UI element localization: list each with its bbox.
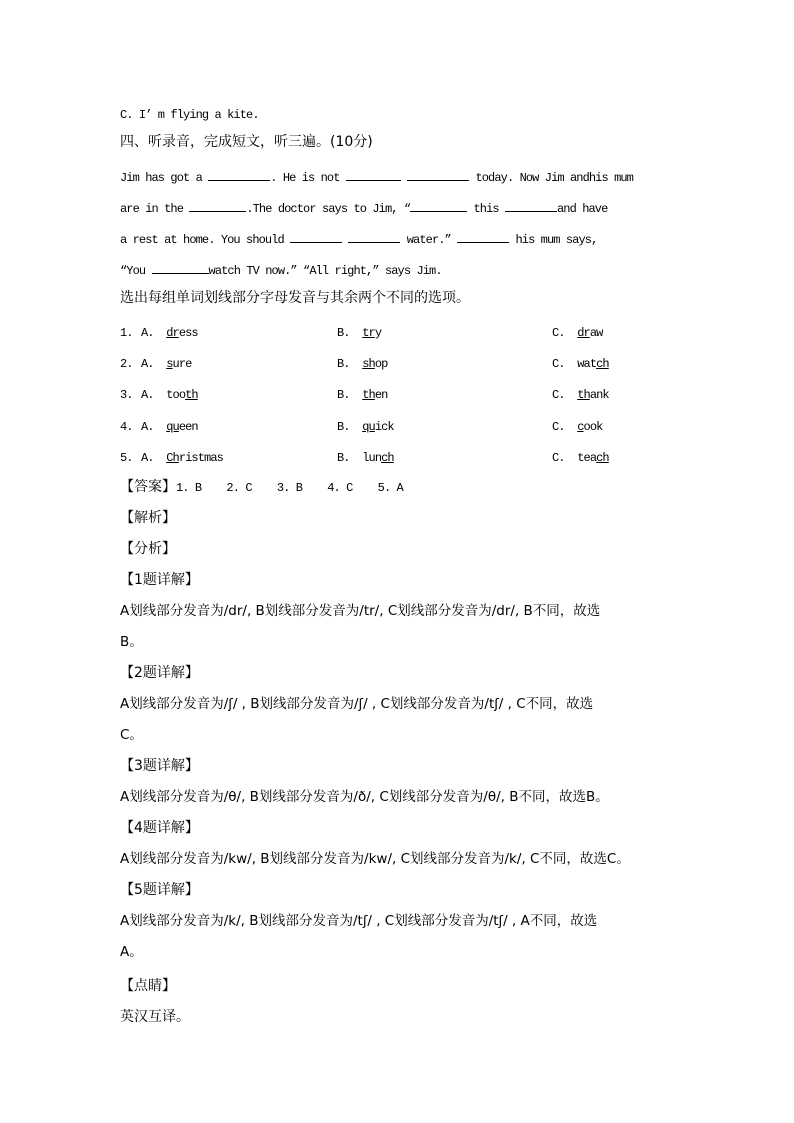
underlined-part: ch bbox=[381, 451, 394, 465]
option-word bbox=[577, 326, 602, 340]
detail-text: A划线部分发音为/kw/, B划线部分发音为/kw/, C划线部分发音为/k/, C不同，故选C。 bbox=[120, 851, 630, 867]
option-label: C. bbox=[552, 326, 565, 340]
option-label: B. bbox=[337, 326, 350, 340]
option-label: C. bbox=[552, 420, 565, 434]
item-number-cell bbox=[120, 325, 133, 341]
option-word bbox=[166, 451, 223, 465]
option-word bbox=[166, 357, 191, 371]
option-c bbox=[552, 419, 602, 435]
fill-blank[interactable] bbox=[290, 231, 342, 243]
passage-line-1 bbox=[120, 169, 633, 186]
detail-text: A。 bbox=[120, 944, 143, 960]
fill-blank[interactable] bbox=[189, 200, 246, 212]
detail-title: 【2题详解】 bbox=[120, 665, 199, 681]
item-number: 1. bbox=[120, 326, 133, 340]
option-c bbox=[552, 387, 609, 403]
option-b bbox=[337, 419, 394, 435]
detail-text: A划线部分发音为/k/, B划线部分发音为/tʃ/ , C划线部分发音为/tʃ/ , A不同，故选 bbox=[120, 913, 598, 929]
word-part: wat bbox=[577, 357, 597, 371]
fill-blank[interactable] bbox=[208, 169, 270, 181]
option-word bbox=[362, 420, 394, 434]
underlined-part: c bbox=[577, 420, 584, 434]
item-number-cell bbox=[120, 419, 133, 435]
word-part: too bbox=[166, 388, 186, 402]
text: this bbox=[467, 202, 505, 216]
item-number: 3. bbox=[120, 388, 133, 402]
word-part: op bbox=[374, 357, 388, 371]
section-4-title: 四、听录音，完成短文，听三遍。(10分) bbox=[120, 134, 373, 150]
underlined-part: dr bbox=[577, 326, 590, 340]
option-label: A. bbox=[141, 326, 154, 340]
option-a bbox=[141, 419, 198, 435]
item-number-cell bbox=[120, 387, 133, 403]
answer-line bbox=[120, 479, 403, 496]
detail-title: 【5题详解】 bbox=[120, 882, 199, 898]
text: his mum says, bbox=[509, 233, 598, 247]
text: a rest at home. You should bbox=[120, 233, 291, 247]
option-word bbox=[577, 388, 609, 402]
option-label: B. bbox=[337, 420, 350, 434]
underlined-part: tr bbox=[362, 326, 375, 340]
text: water.” bbox=[400, 233, 458, 247]
item-number-cell bbox=[120, 450, 133, 466]
option-word bbox=[362, 326, 381, 340]
fill-blank[interactable] bbox=[410, 200, 467, 212]
option-word bbox=[166, 420, 198, 434]
answer-text: 1. B 2. C 3. B 4. C 5. A bbox=[176, 481, 403, 495]
word-part: en bbox=[374, 388, 388, 402]
underlined-part: sh bbox=[362, 357, 375, 371]
word-part: ick bbox=[374, 420, 394, 434]
option-a bbox=[141, 450, 223, 466]
option-b bbox=[337, 450, 394, 466]
option-label: B. bbox=[337, 357, 350, 371]
word-part: tea bbox=[577, 451, 597, 465]
underlined-part: qu bbox=[362, 420, 375, 434]
analysis-label: 【解析】 bbox=[120, 510, 176, 526]
text: today. Now Jim andhis mum bbox=[469, 171, 633, 185]
word-part: ank bbox=[589, 388, 609, 402]
detail-title: 【4题详解】 bbox=[120, 820, 199, 836]
option-word bbox=[166, 326, 198, 340]
passage-line-3 bbox=[120, 231, 597, 248]
previous-option-c: C. I’ m flying a kite. bbox=[120, 108, 259, 122]
option-label: A. bbox=[141, 451, 154, 465]
underlined-part: Ch bbox=[166, 451, 179, 465]
option-word bbox=[166, 388, 198, 402]
text: . He is not bbox=[270, 171, 346, 185]
option-a bbox=[141, 325, 198, 341]
word-part: y bbox=[374, 326, 382, 340]
detail-title: 【3题详解】 bbox=[120, 758, 199, 774]
option-b bbox=[337, 356, 387, 372]
text: Jim has got a bbox=[120, 171, 209, 185]
option-b bbox=[337, 387, 387, 403]
underlined-part: ch bbox=[596, 451, 609, 465]
option-label: C. bbox=[552, 388, 565, 402]
word-part: een bbox=[178, 420, 198, 434]
underlined-part: s bbox=[166, 357, 173, 371]
option-a bbox=[141, 356, 191, 372]
fill-blank[interactable] bbox=[348, 231, 400, 243]
phonics-instruction: 选出每组单词划线部分字母发音与其余两个不同的选项。 bbox=[120, 290, 470, 306]
item-number-cell bbox=[120, 356, 133, 372]
option-c bbox=[552, 450, 609, 466]
item-number: 5. bbox=[120, 451, 133, 465]
word-part: ristmas bbox=[178, 451, 223, 465]
underlined-part: th bbox=[185, 388, 198, 402]
option-c bbox=[552, 356, 609, 372]
item-number: 2. bbox=[120, 357, 133, 371]
text: watch TV now.” “All right,” says Jim. bbox=[208, 264, 442, 278]
detail-title: 【1题详解】 bbox=[120, 572, 199, 588]
item-number: 4. bbox=[120, 420, 133, 434]
option-label: A. bbox=[141, 420, 154, 434]
text: “You bbox=[120, 264, 152, 278]
fenxi-label: 【分析】 bbox=[120, 541, 176, 557]
detail-text: B。 bbox=[120, 634, 143, 650]
option-word bbox=[577, 451, 609, 465]
fill-blank[interactable] bbox=[407, 169, 469, 181]
option-label: B. bbox=[337, 388, 350, 402]
word-part: lun bbox=[362, 451, 382, 465]
text: and have bbox=[556, 202, 608, 216]
option-label: A. bbox=[141, 388, 154, 402]
option-label: A. bbox=[141, 357, 154, 371]
dianjing-text: 英汉互译。 bbox=[120, 1009, 190, 1025]
detail-text: A划线部分发音为/dr/, B划线部分发音为/tr/, C划线部分发音为/dr/, B不同，故选 bbox=[120, 603, 601, 619]
dianjing-label: 【点睛】 bbox=[120, 978, 176, 994]
option-word bbox=[362, 388, 387, 402]
word-part: ure bbox=[172, 357, 192, 371]
option-word bbox=[577, 357, 609, 371]
passage-line-2 bbox=[120, 200, 607, 217]
option-label: C. bbox=[552, 357, 565, 371]
option-label: B. bbox=[337, 451, 350, 465]
option-a bbox=[141, 387, 198, 403]
word-part: aw bbox=[589, 326, 603, 340]
underlined-part: dr bbox=[166, 326, 179, 340]
text: are in the bbox=[120, 202, 190, 216]
option-word bbox=[362, 451, 394, 465]
option-b bbox=[337, 325, 381, 341]
fill-blank[interactable] bbox=[505, 200, 557, 212]
text: .The doctor says to Jim, “ bbox=[246, 202, 411, 216]
option-word bbox=[362, 357, 387, 371]
detail-text: A划线部分发音为/θ/, B划线部分发音为/ð/, C划线部分发音为/θ/, B不同，故选B。 bbox=[120, 789, 609, 805]
underlined-part: th bbox=[577, 388, 590, 402]
fill-blank[interactable] bbox=[457, 231, 509, 243]
option-label: C. bbox=[552, 451, 565, 465]
underlined-part: th bbox=[362, 388, 375, 402]
passage-line-4 bbox=[120, 262, 442, 279]
fill-blank[interactable] bbox=[152, 262, 209, 274]
option-c bbox=[552, 325, 602, 341]
underlined-part: ch bbox=[596, 357, 609, 371]
detail-text: A划线部分发音为/ʃ/ , B划线部分发音为/ʃ/ , C划线部分发音为/tʃ/ , C不同，故选 bbox=[120, 696, 594, 712]
detail-text: C。 bbox=[120, 727, 143, 743]
answer-label: 【答案】 bbox=[120, 479, 176, 495]
word-part: ess bbox=[178, 326, 198, 340]
word-part: ook bbox=[583, 420, 603, 434]
fill-blank[interactable] bbox=[346, 169, 401, 181]
underlined-part: qu bbox=[166, 420, 179, 434]
option-word bbox=[577, 420, 602, 434]
